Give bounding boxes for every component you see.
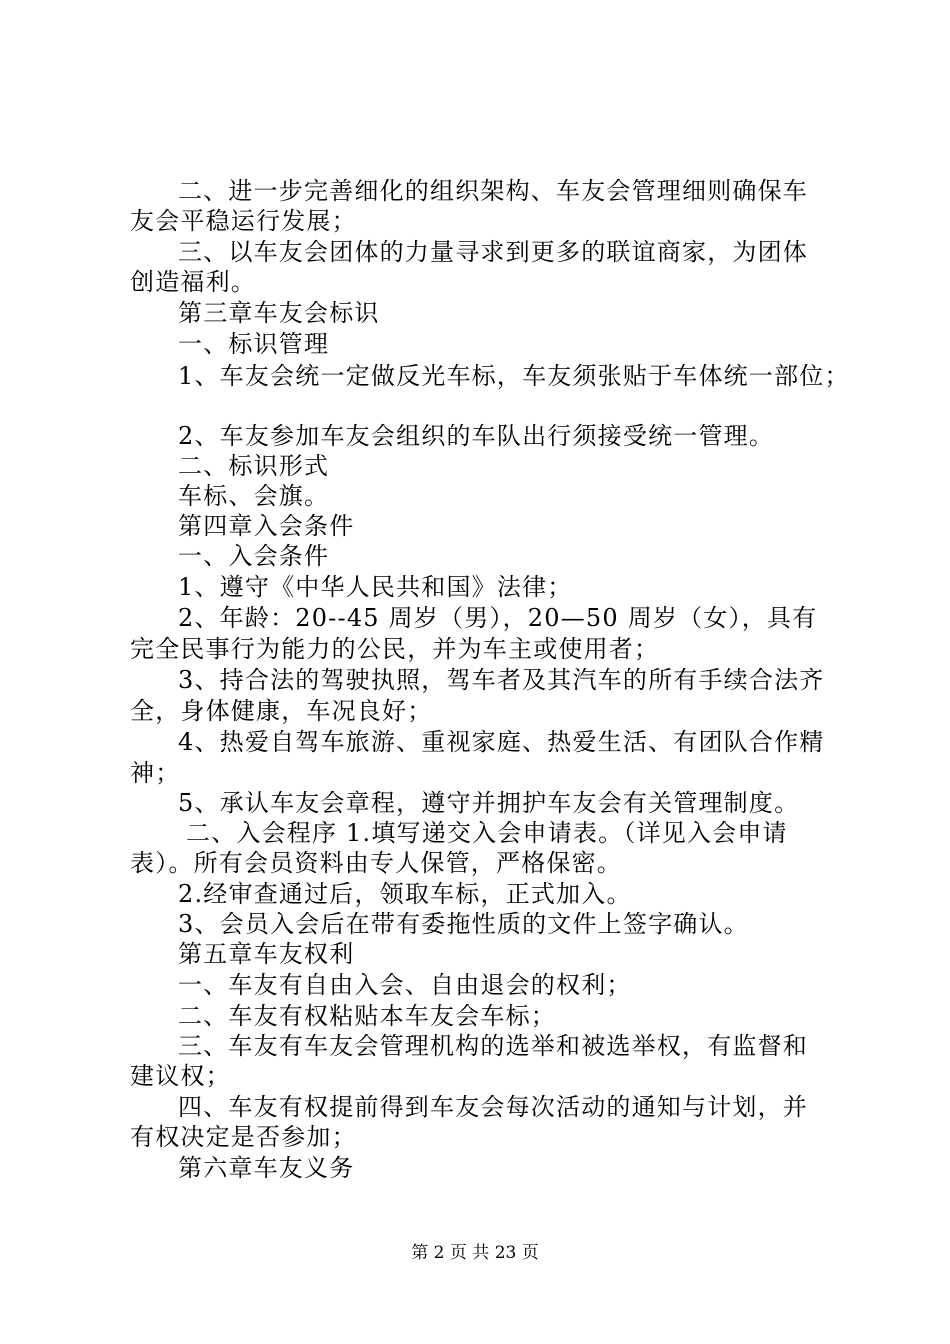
text-line: 车标、会旗。 (178, 482, 330, 510)
text-line: 四、车友有权提前得到车友会每次活动的通知与计划，并 (178, 1093, 808, 1121)
text-line: 二、入会程序 1.填写递交入会申请表。（详见入会申请 (186, 819, 788, 847)
text-line: 1、车友会统一定做反光车标，车友须张贴于车体统一部位； (178, 362, 850, 390)
text-line: 1、遵守《中华人民共和国》法律； (178, 573, 573, 601)
text-line: 2.经审查通过后，领取车标，正式加入。 (178, 880, 632, 908)
text-line: 全，身体健康，车况良好； (130, 697, 433, 725)
text-line: 建议权； (130, 1062, 231, 1090)
text-line: 三、以车友会团体的力量寻求到更多的联谊商家，为团体 (178, 238, 808, 266)
text-line: 3、持合法的驾驶执照，驾车者及其汽车的所有手续合法齐 (178, 666, 825, 694)
section-heading: 一、入会条件 (178, 542, 330, 570)
text-line: 二、车友有权粘贴本车友会车标； (178, 1002, 556, 1030)
text-line: 2、年龄：20--45 周岁（男），20—50 周岁（女），具有 (178, 604, 818, 632)
text-line: 完全民事行为能力的公民，并为车主或使用者； (130, 635, 660, 663)
section-heading: 二、标识形式 (178, 452, 330, 480)
text-line: 5、承认车友会章程，遵守并拥护车友会有关管理制度。 (178, 789, 800, 817)
chapter-heading: 第三章车友会标识 (178, 299, 380, 327)
text-line: 创造福利。 (130, 268, 256, 296)
section-heading: 一、标识管理 (178, 330, 330, 358)
chapter-heading: 第五章车友权利 (178, 940, 355, 968)
text-line: 3、会员入会后在带有委拖性质的文件上签字确认。 (178, 910, 749, 938)
text-line: 4、热爱自驾车旅游、重视家庭、热爱生活、有团队合作精 (178, 728, 825, 756)
text-line: 有权决定是否参加； (130, 1123, 357, 1151)
text-line: 神； (130, 759, 181, 787)
page-number-footer: 第 2 页 共 23 页 (411, 1243, 539, 1263)
chapter-heading: 第六章车友义务 (178, 1154, 355, 1182)
text-line: 友会平稳运行发展； (130, 207, 357, 235)
text-line: 表）。所有会员资料由专人保管，严格保密。 (130, 849, 622, 877)
chapter-heading: 第四章入会条件 (178, 512, 355, 540)
text-line: 二、进一步完善细化的组织架构、车友会管理细则确保车 (178, 177, 808, 205)
text-line: 2、车友参加车友会组织的车队出行须接受统一管理。 (178, 422, 775, 450)
text-line: 三、车友有车友会管理机构的选举和被选举权，有监督和 (178, 1032, 808, 1060)
text-line: 一、车友有自由入会、自由退会的权利； (178, 971, 632, 999)
